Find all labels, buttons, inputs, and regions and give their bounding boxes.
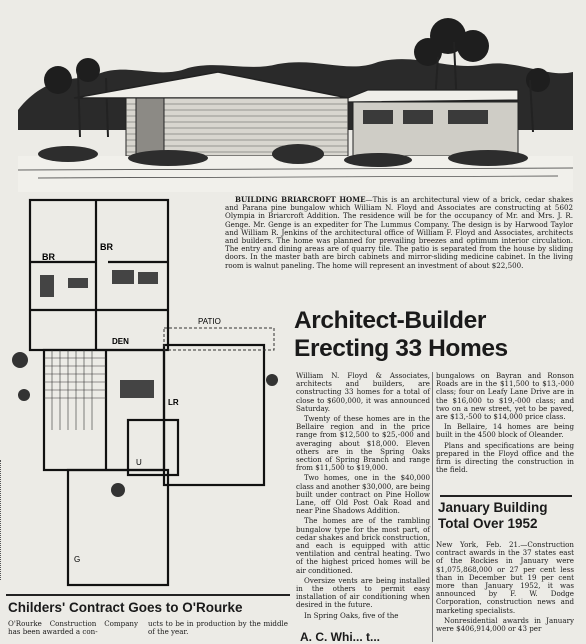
caption-lead: BUILDING BRIARCROFT HOME xyxy=(235,195,366,204)
main-story-para: Oversize vents are being installed in the others to permit easy installation of air conditioning when desired in the future. xyxy=(296,575,430,610)
main-story-col1 xyxy=(296,372,430,622)
room-label-g: G xyxy=(74,555,81,564)
jan-headline-line1: January Building xyxy=(438,500,548,515)
left-gutter-marks xyxy=(0,460,5,580)
main-story-para: William N. Floyd & Associates, architects and builders, are constructing 33 homes for a total of close to $600,000, it was announced Saturday. xyxy=(296,371,430,413)
jan-story-para: Nonresidential awards in January were $406,914,000 or 43 per xyxy=(436,615,574,634)
main-story-para: In Spring Oaks, five of the xyxy=(304,610,399,620)
main-story-para: Two homes, one in the $40,000 class and another $30,000, are being built under contract on Pine Hollow Lane, off Old Post Oak Road and near Pine Shadows Addition. xyxy=(296,473,430,516)
room-label-lr: LR xyxy=(168,398,179,407)
room-label-u: U xyxy=(136,458,142,467)
next-headline-fragment: A. C. Whi... t... xyxy=(300,630,380,644)
jan-story-body xyxy=(436,541,574,635)
bottom-story-col2: ucts to be in production by the middle of the year. xyxy=(148,619,288,637)
main-story-para: Plans and specifications are being prepared in the Floyd office and the firm is directing the construction in the field. xyxy=(436,440,574,475)
room-label-br1: BR xyxy=(42,252,55,262)
bottom-rule xyxy=(6,594,290,596)
bottom-headline: Childers' Contract Goes to O'Rourke xyxy=(8,600,243,615)
main-headline-line1: Architect-Builder xyxy=(294,307,486,334)
jan-headline-line2: Total Over 1952 xyxy=(438,516,538,531)
main-headline-line2: Erecting 33 Homes xyxy=(294,335,508,362)
main-story-col2 xyxy=(436,372,574,476)
main-headline xyxy=(294,307,574,363)
room-label-br2: BR xyxy=(100,242,113,252)
main-story-para: In Bellaire, 14 homes are being built in the 4500 block of Oleander. xyxy=(436,422,574,440)
main-story-para: The homes are of the rambling bungalow type for the most part, of cedar shakes and brick construction, and each is equipped with attic ventilation and central heating. Two of the highest priced homes will be air conditioned. xyxy=(296,516,430,575)
jan-story-para: New York, Feb. 21.—Construction contract awards in the 37 states east of the Rockies in January were $1,075,868,000 or 27 per cent less than in December but 19 per cent more than January 1952, it was announced by F. W. Dodge Corporation, construction news and marketing specialists. xyxy=(436,540,574,615)
room-label-den: DEN xyxy=(112,337,129,346)
room-label-patio: PATIO xyxy=(198,317,221,326)
main-story-para: Twenty of these homes are in the Bellaire region and in the price range from $12,500 to $25,-000 and averaging about $18,000. Eleven others are in the Spring Oaks section of Spring Branch and range from $11,500 to $19,000. xyxy=(296,414,430,473)
photo-caption xyxy=(225,196,573,270)
main-story-para: bungalows on Bayran and Ronson Roads are in the $11,500 to $13,-000 class; four on Leafy Lane Drive are in the $16,000 to $19,-000 class; and two on a new street, yet to be paved, are $13,-500 to $14,000 price class. xyxy=(436,371,574,422)
house-illustration xyxy=(18,2,573,192)
section-divider xyxy=(440,495,572,497)
column-rule xyxy=(432,372,433,642)
caption-text: —This is an architectural view of a brick, cedar shakes and Parana pine bungalow which William N. Floyd and Associates are constructing at 5602 Olympia in Briarcroft Addition. The residence will be for the occupancy of Mr. and Mrs. J. R. Genge. Mr. Genge is an expediter for The Lummus Company. The design is by Harwood Taylor and William R. Jenkins of the architectural office of William F. Floyd and Associates, architects and builders. The home was planned for prevailing breezes and optimum interior circulation. The entry and dining areas are of quarry tile. The patio is separated from the house by sliding doors. In the master bath are birch cabinets and mirror-sliding medicine cabinet. In the living room is walnut paneling. The home will represent an investment of about $22,500. xyxy=(225,195,573,270)
bottom-story-col1: O'Rourke Construction Company has been awarded a con- xyxy=(8,619,138,637)
jan-headline xyxy=(438,500,578,532)
